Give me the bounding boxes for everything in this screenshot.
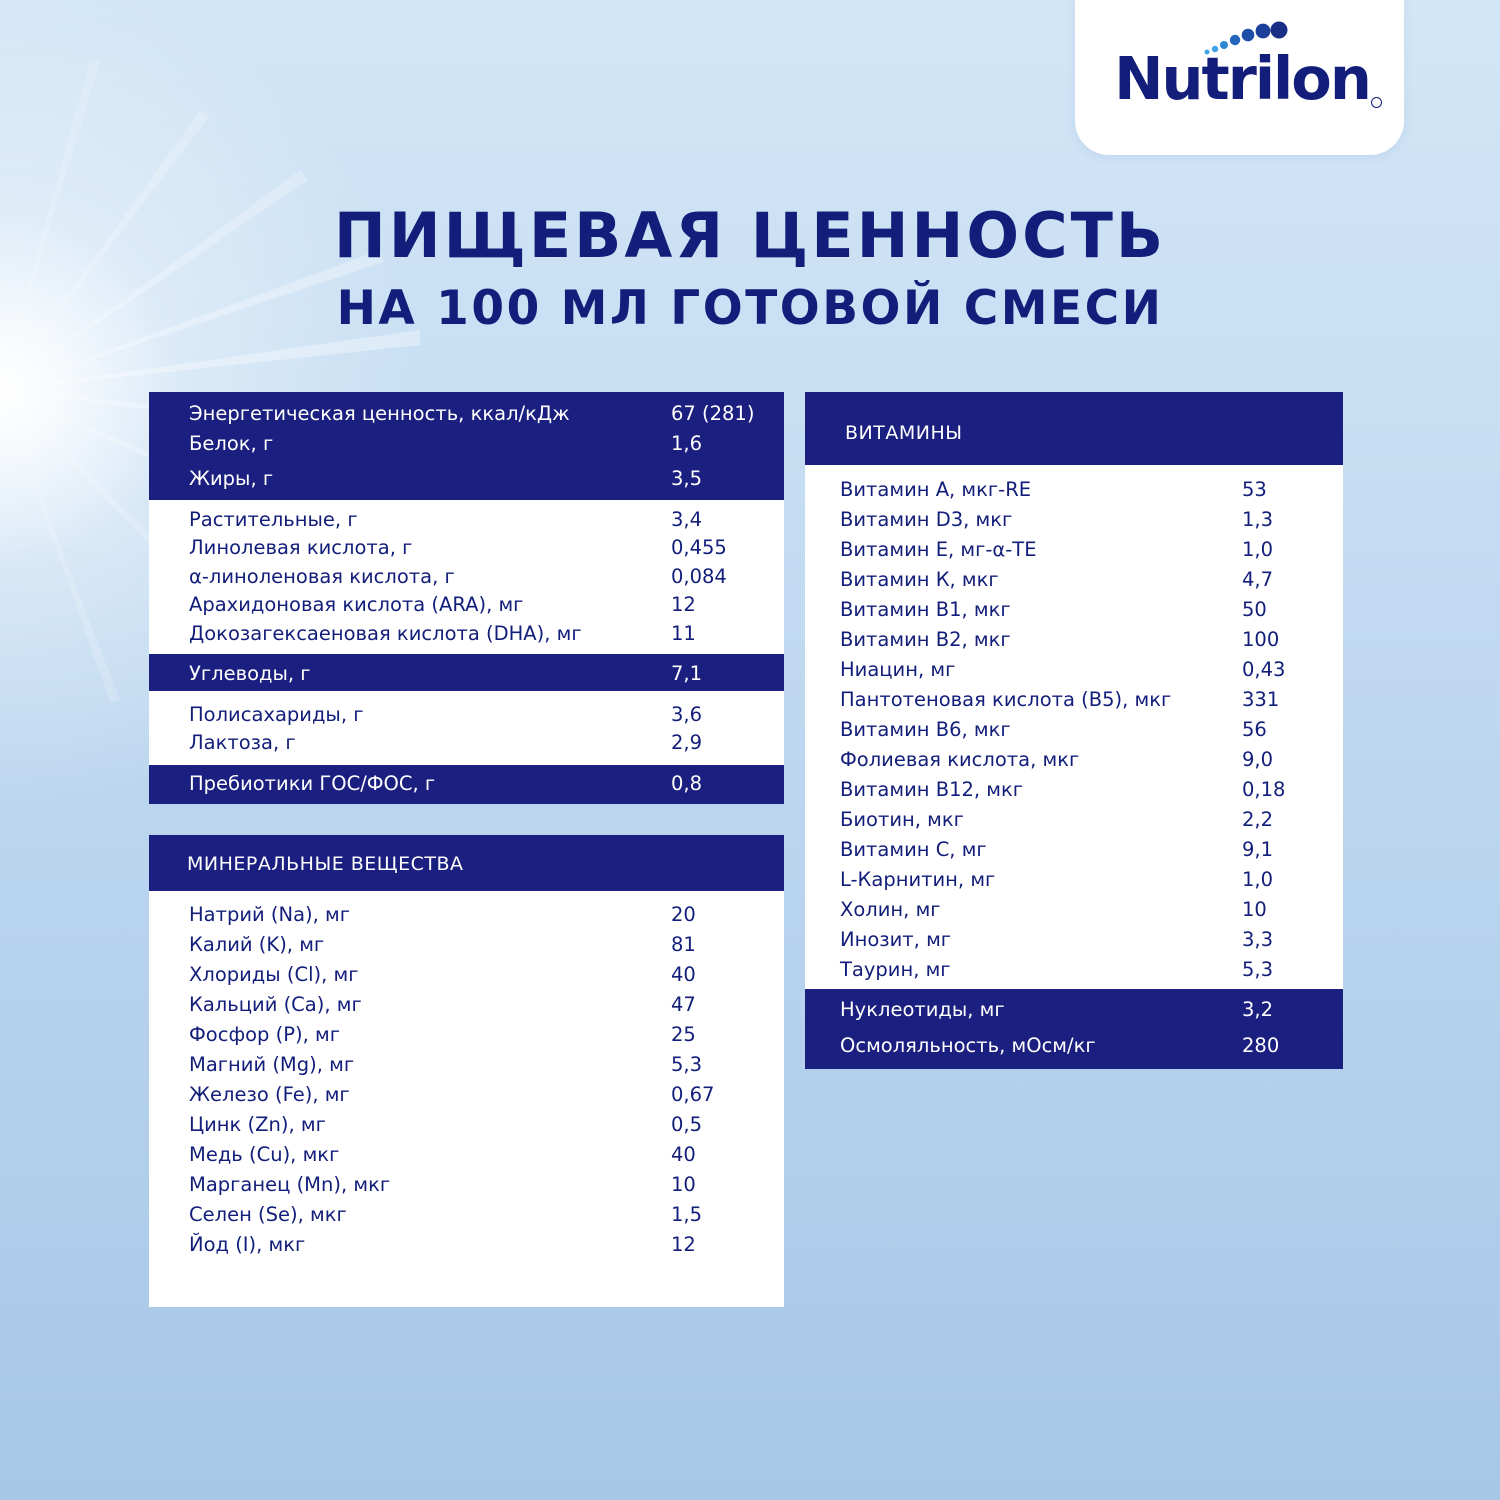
- row-value: 280: [1242, 1034, 1280, 1057]
- row-label: Ниацин, мг: [840, 658, 956, 681]
- table-row: [840, 895, 1340, 925]
- row-label: Полисахариды, г: [189, 703, 364, 726]
- table-row: [189, 1140, 779, 1170]
- row-label: Витамин А, мкг-RE: [840, 478, 1032, 501]
- row-label: Холин, мг: [840, 898, 941, 921]
- row-value: 0,18: [1242, 778, 1286, 801]
- row-value: 9,0: [1242, 748, 1274, 771]
- table-row: [189, 990, 779, 1020]
- minerals-header-band: [149, 835, 784, 891]
- row-label: Цинк (Zn), мг: [189, 1113, 326, 1136]
- row-label: Фосфор (P), мг: [189, 1023, 340, 1046]
- row-value: 3,6: [671, 703, 703, 726]
- row-label: Йод (I), мкг: [189, 1233, 306, 1256]
- minerals-panel: [149, 835, 784, 1307]
- row-label: Фолиевая кислота, мкг: [840, 748, 1080, 771]
- minerals-header: МИНЕРАЛЬНЫЕ ВЕЩЕСТВА: [187, 853, 464, 875]
- row-value: 5,3: [671, 1053, 703, 1076]
- row-label: Марганец (Mn), мкг: [189, 1173, 391, 1196]
- row-value: 7,1: [671, 662, 703, 685]
- nutrition-panel: [149, 392, 784, 804]
- row-label: Медь (Cu), мкг: [189, 1143, 340, 1166]
- row-value: 40: [671, 1143, 696, 1166]
- row-value: 331: [1242, 688, 1280, 711]
- row-value: 100: [1242, 628, 1280, 651]
- row-label: Витамин D3, мкг: [840, 508, 1013, 531]
- table-row: [840, 1031, 1340, 1061]
- table-row: [840, 505, 1340, 535]
- table-row: [840, 565, 1340, 595]
- row-value: 81: [671, 933, 696, 956]
- row-label: Инозит, мг: [840, 928, 952, 951]
- row-value: 1,5: [671, 1203, 703, 1226]
- table-row: [189, 590, 779, 620]
- page-title: ПИЩЕВАЯ ЦЕННОСТЬ: [333, 199, 1167, 272]
- page-subtitle: НА 100 МЛ ГОТОВОЙ СМЕСИ: [336, 281, 1164, 336]
- table-row: [189, 659, 779, 689]
- row-label: Витамин К, мкг: [840, 568, 999, 591]
- logo-card: [1075, 0, 1404, 155]
- row-value: 0,43: [1242, 658, 1286, 681]
- row-label: Линолевая кислота, г: [189, 536, 413, 559]
- row-label: Витамин B6, мкг: [840, 718, 1011, 741]
- row-value: 0,8: [671, 772, 703, 795]
- row-value: 1,0: [1242, 538, 1274, 561]
- row-label: L-Карнитин, мг: [840, 868, 996, 891]
- table-row: [840, 715, 1340, 745]
- carbs-band: [149, 654, 784, 694]
- row-label: Растительные, г: [189, 508, 358, 531]
- row-value: 25: [671, 1023, 696, 1046]
- row-value: 10: [671, 1173, 696, 1196]
- table-row: [189, 562, 779, 592]
- row-label: Магний (Mg), мг: [189, 1053, 355, 1076]
- registered-mark-icon: [1371, 97, 1382, 108]
- table-row: [840, 475, 1340, 505]
- table-row: [189, 769, 779, 799]
- table-row: [840, 745, 1340, 775]
- row-value: 5,3: [1242, 958, 1274, 981]
- row-label: α-линоленовая кислота, г: [189, 565, 455, 588]
- vitamins-header: ВИТАМИНЫ: [845, 422, 963, 444]
- table-row: [189, 1110, 779, 1140]
- table-row: [840, 775, 1340, 805]
- table-row: [840, 535, 1340, 565]
- row-value: 3,2: [1242, 998, 1274, 1021]
- row-label: Таурин, мг: [840, 958, 951, 981]
- row-value: 2,9: [671, 731, 703, 754]
- table-row: [840, 995, 1340, 1025]
- row-label: Арахидоновая кислота (ARA), мг: [189, 593, 524, 616]
- table-row: [189, 505, 779, 535]
- table-row: [840, 865, 1340, 895]
- row-value: 4,7: [1242, 568, 1274, 591]
- table-row: [189, 728, 779, 758]
- row-value: 67 (281): [671, 402, 755, 425]
- row-label: Осмоляльность, мОсм/кг: [840, 1034, 1096, 1057]
- row-label: Биотин, мкг: [840, 808, 964, 831]
- row-label: Углеводы, г: [189, 662, 311, 685]
- row-label: Нуклеотиды, мг: [840, 998, 1005, 1021]
- table-row: [189, 533, 779, 563]
- row-value: 47: [671, 993, 696, 1016]
- table-row: [189, 1020, 779, 1050]
- row-label: Витамин B2, мкг: [840, 628, 1011, 651]
- row-label: Хлориды (Cl), мг: [189, 963, 359, 986]
- table-row: [189, 464, 779, 494]
- table-row: [189, 700, 779, 730]
- row-value: 1,3: [1242, 508, 1274, 531]
- table-row: [189, 1080, 779, 1110]
- table-row: [840, 805, 1340, 835]
- row-value: 53: [1242, 478, 1267, 501]
- table-row: [189, 399, 779, 429]
- row-label: Витамин С, мг: [840, 838, 987, 861]
- row-label: Белок, г: [189, 432, 274, 455]
- row-value: 12: [671, 1233, 696, 1256]
- row-value: 56: [1242, 718, 1267, 741]
- table-row: [840, 955, 1340, 985]
- table-row: [189, 429, 779, 459]
- row-value: 2,2: [1242, 808, 1274, 831]
- prebiotics-band: [149, 765, 784, 804]
- row-value: 9,1: [1242, 838, 1274, 861]
- row-value: 50: [1242, 598, 1267, 621]
- table-row: [840, 625, 1340, 655]
- table-row: [189, 1230, 779, 1260]
- table-row: [840, 595, 1340, 625]
- table-row: [189, 900, 779, 930]
- row-value: 10: [1242, 898, 1267, 921]
- table-row: [189, 1050, 779, 1080]
- row-value: 12: [671, 593, 696, 616]
- table-row: [189, 1170, 779, 1200]
- row-value: 0,455: [671, 536, 727, 559]
- row-value: 1,0: [1242, 868, 1274, 891]
- table-row: [840, 685, 1340, 715]
- row-label: Докозагексаеновая кислота (DHA), мг: [189, 622, 582, 645]
- row-value: 1,6: [671, 432, 703, 455]
- row-label: Пантотеновая кислота (B5), мкг: [840, 688, 1172, 711]
- table-row: [189, 619, 779, 649]
- row-label: Калий (K), мг: [189, 933, 325, 956]
- table-row: [840, 655, 1340, 685]
- vitamins-footer-band: [805, 989, 1343, 1069]
- row-label: Энергетическая ценность, ккал/кДж: [189, 402, 570, 425]
- brand-logo: Nutrilon: [1114, 44, 1370, 113]
- row-label: Натрий (Na), мг: [189, 903, 350, 926]
- table-row: [840, 925, 1340, 955]
- row-value: 20: [671, 903, 696, 926]
- nutrition-top-band: [149, 392, 784, 503]
- table-row: [189, 1200, 779, 1230]
- row-label: Железо (Fe), мг: [189, 1083, 350, 1106]
- table-row: [840, 835, 1340, 865]
- row-label: Лактоза, г: [189, 731, 296, 754]
- row-label: Витамин Е, мг-α-ТЕ: [840, 538, 1037, 561]
- table-row: [189, 960, 779, 990]
- row-value: 11: [671, 622, 696, 645]
- table-row: [189, 930, 779, 960]
- row-label: Селен (Se), мкг: [189, 1203, 347, 1226]
- row-label: Витамин B1, мкг: [840, 598, 1011, 621]
- row-value: 0,67: [671, 1083, 715, 1106]
- vitamins-panel: [805, 392, 1343, 1069]
- row-label: Кальций (Ca), мг: [189, 993, 362, 1016]
- row-label: Пребиотики ГОС/ФОС, г: [189, 772, 436, 795]
- row-value: 0,084: [671, 565, 727, 588]
- row-value: 3,3: [1242, 928, 1274, 951]
- row-label: Жиры, г: [189, 467, 274, 490]
- row-value: 3,4: [671, 508, 703, 531]
- row-label: Витамин B12, мкг: [840, 778, 1024, 801]
- row-value: 3,5: [671, 467, 703, 490]
- row-value: 40: [671, 963, 696, 986]
- vitamins-header-band: [805, 392, 1343, 465]
- row-value: 0,5: [671, 1113, 703, 1136]
